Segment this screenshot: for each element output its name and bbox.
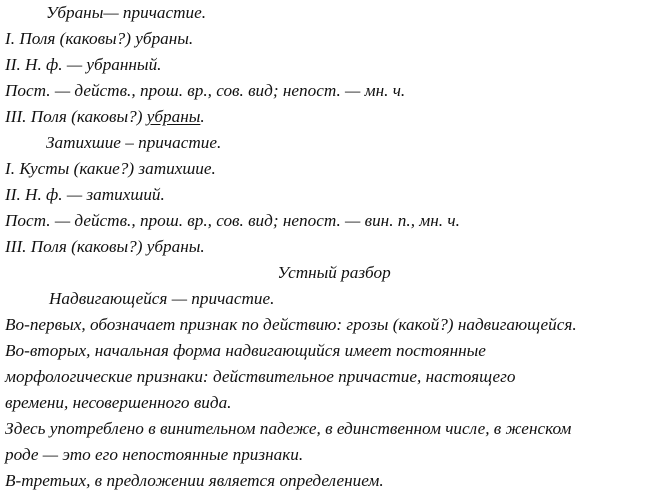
- section-title-oral-analysis: Устный разбор: [277, 263, 391, 282]
- analysis-step-3-prefix: III. Поля (каковы?): [5, 107, 147, 126]
- paragraph-line: морфологические признаки: действительное причастие, настоящего: [5, 367, 516, 386]
- paragraph-line: Во-первых, обозначает признак по действию: грозы (какой?) надвигающейся.: [5, 315, 577, 334]
- paragraph-line: роде — это его непостоянные признаки.: [5, 445, 304, 464]
- participle-heading-ubrany: Убраны— причастие.: [46, 3, 207, 22]
- analysis-step-1: I. Кусты (какие?) затихшие.: [5, 159, 216, 178]
- participle-heading-zatikhshie: Затихшие – причастие.: [46, 133, 222, 152]
- analysis-features: Пост. — действ., прош. вр., сов. вид; непост. — мн. ч.: [5, 81, 406, 100]
- analysis-step-3: [5, 104, 205, 130]
- analysis-step-2: II. Н. ф. — затихший.: [5, 185, 165, 204]
- analysis-step-3-suffix: .: [200, 107, 205, 126]
- analysis-step-2: II. Н. ф. — убранный.: [5, 55, 162, 74]
- paragraph-line: Во-вторых, начальная форма надвигающийся имеет постоянные: [5, 341, 486, 360]
- underlined-word: убраны: [146, 107, 201, 126]
- paragraph-line: Здесь употреблено в винительном падеже, в единственном числе, в женском: [5, 419, 572, 438]
- analysis-step-3: III. Поля (каковы?) убраны.: [5, 237, 205, 256]
- participle-heading-nadvigayushcheysya: Надвигающейся — причастие.: [49, 289, 275, 308]
- analysis-step-1: I. Поля (каковы?) убраны.: [5, 29, 194, 48]
- paragraph-line: времени, несовершенного вида.: [5, 393, 232, 412]
- paragraph-line: В-третьих, в предложении является определением.: [5, 471, 384, 490]
- analysis-features: Пост. — действ., прош. вр., сов. вид; непост. — вин. п., мн. ч.: [5, 211, 460, 230]
